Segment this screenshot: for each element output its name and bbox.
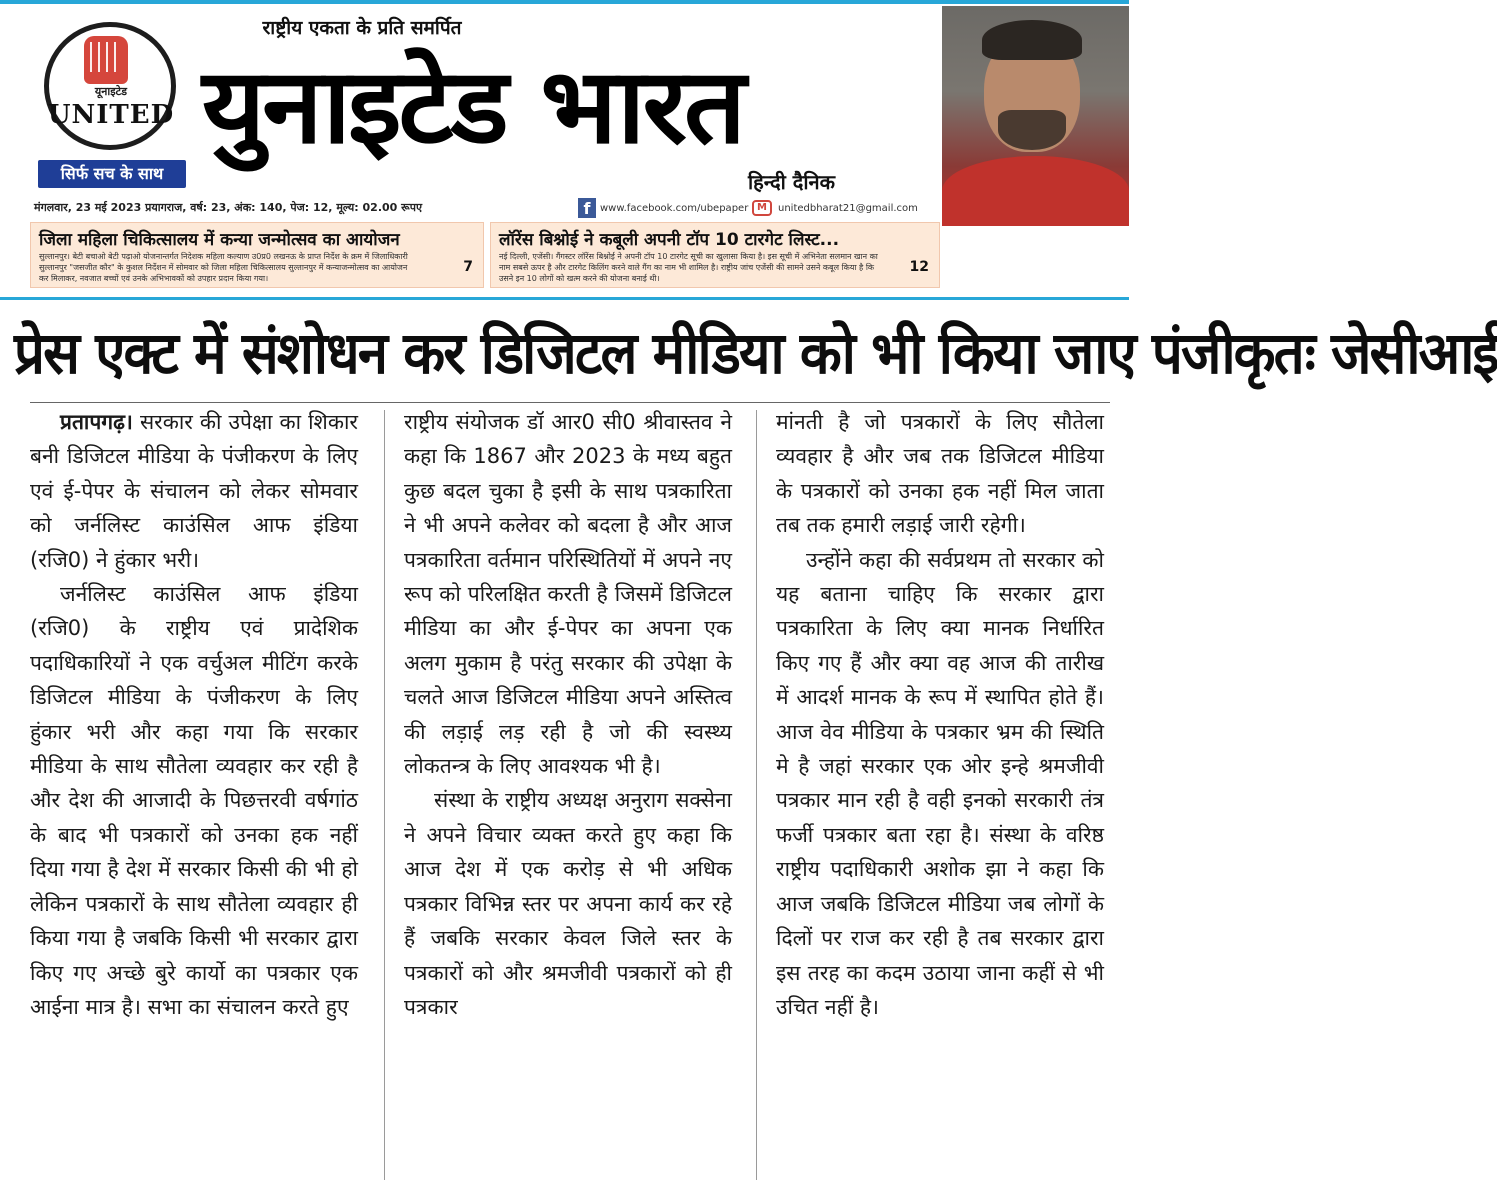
facebook-link[interactable]: www.facebook.com/ubepaper: [600, 203, 749, 214]
teaser-headline: लॉरेंस बिश्नोई ने कबूली अपनी टॉप 10 टारगेट लिस्ट...: [499, 230, 840, 250]
newspaper-title: युनाइटेड भारत: [202, 45, 743, 167]
paragraph-text: सरकार की उपेक्षा का शिकार बनी डिजिटल मीडिया के पंजीकरण के लिए एवं ई-पेपर के संचालन को लेकर सोमवार को जर्नलिस्ट काउंसिल आफ इंडिया (रजि0) ने हुंकार भरी।: [30, 410, 358, 572]
article-paragraph: [30, 405, 358, 577]
slogan-badge: सिर्फ सच के साथ: [38, 160, 186, 188]
article-paragraph: राष्ट्रीय संयोजक डॉ आर0 सी0 श्रीवास्तव ने कहा कि 1867 और 2023 के मध्य बहुत कुछ बदल चुका है इसी के साथ पत्रकारिता ने भी अपने कलेवर को बदला है और आज पत्रकारिता वर्तमान परिस्थितियों में अपने नए रूप को परिलक्षित करती है जिसमें डिजिटल मीडिया का और ई-पेपर का अपना एक अलग मुकाम है परंतु सरकार की उपेक्षा के चलते आज डिजिटल मीडिया अपने अस्तित्व की लड़ाई लड़ रही है जो की स्वस्थ्य लोकतन्त्र के लिए आवश्यक भी है।: [404, 410, 732, 779]
facebook-icon: f: [578, 198, 596, 218]
tagline: राष्ट्रीय एकता के प्रति समर्पित: [262, 17, 462, 39]
article-paragraph: उन्होंने कहा की सर्वप्रथम तो सरकार को यह बताना चाहिए कि सरकार द्वारा पत्रकारिता के लिए क्या मानक निर्धारित किए गए हैं और क्या वह आज की तारीख में आदर्श मानक के रूप में स्थापित होते हैं। आज वेव मीडिया के पत्रकार भ्रम की स्थिति मे है जहां सरकार एक ओर इन्हे श्रमजीवी पत्रकार मान रही है वही इनको सरकारी तंत्र फर्जी पत्रकार बता रहा है। संस्था के वरिष्ठ राष्ट्रीय पदाधिकारी अशोक झा ने कहा कि आज जबकि डिजिटल मीडिया जब लोगों के दिलों पर राज कर रही है तब सरकार द्वारा इस तरह का कदम उठाया जाना कहीं से भी उचित नहीं है।: [776, 547, 1104, 1019]
teaser-page-number: 7: [463, 259, 473, 275]
section-divider: [0, 297, 1129, 300]
teaser-headline: जिला महिला चिकित्सालय में कन्या जन्मोत्सव का आयोजन: [39, 230, 400, 250]
teaser-box[interactable]: [30, 222, 484, 288]
article-dateline: प्रतापगढ़।: [60, 410, 133, 434]
article-headline: प्रेस एक्ट में संशोधन कर डिजिटल मीडिया को भी किया जाए पंजीकृतः जेसीआई: [14, 319, 1497, 387]
teaser-box[interactable]: [490, 222, 940, 288]
headline-rule: [30, 402, 1110, 403]
email-link[interactable]: unitedbharat21@gmail.com: [778, 203, 918, 214]
photo-hair: [982, 20, 1082, 60]
newspaper-subtitle: हिन्दी दैनिक: [748, 170, 836, 194]
masthead-photo: [942, 6, 1129, 220]
teaser-body: सुल्तानपुर। बेटी बचाओ बेटी पढ़ाओ योजनान्तर्गत निदेशक महिला कल्याण उ0प्र0 लखनऊ के प्राप्त निर्देश के क्रम में जिलाधिकारी सुल्तानपुर "जसजीत कौर" के कुशल निर्देशन में सोमवार को जिला महिला चिकित्सालय सुल्तानपुर में कन्याजन्मोत्सव का आयोजन कर मिलाकर, नवजात बच्चों एवं उनके अभिभावकों को उपहार प्रदान किया गया।: [39, 252, 408, 283]
issue-dateline: मंगलवार, 23 मई 2023 प्रयागराज, वर्ष: 23, अंक: 140, पेज: 12, मूल्य: 02.00 रूपए: [34, 201, 423, 214]
article-column-1: [30, 405, 358, 1185]
article-paragraph: जर्नलिस्ट काउंसिल आफ इंडिया (रजि0) के राष्ट्रीय एवं प्रादेशिक पदाधिकारियों ने एक वर्चुअल मीटिंग करके डिजिटल मीडिया के पंजीकरण के लिए हुंकार भरी और कहा गया कि सरकार मीडिया के साथ सौतेला व्यवहार कर रही है और देश की आजादी के पिछत्तरवी वर्षगांठ के बाद भी पत्रकारों को उनका हक नहीं दिया गया है देश में सरकार किसी की भी हो लेकिन पत्रकारों के साथ सौतेला व्यवहार ही किया गया है जबकि किसी भी सरकार द्वारा किए गए अच्छे बुरे कार्यो का पत्रकार एक आईना मात्र है। सभा का संचालन करते हुए: [30, 582, 358, 1019]
teaser-body: नई दिल्ली, एजेंसी। गैंगस्टर लॉरेंस बिश्नोई ने अपनी टॉप 10 टारगेट सूची का खुलासा किया है। इस सूची में अभिनेता सलमान खान का नाम सबसे ऊपर है और टारगेट किलिंग करने वाले गैंग का नाम भी शामिल है। राष्ट्रीय जांच एजेंसी की सामने उसने कबूल किया है कि उसने इन 10 लोगों को खत्म करने की योजना बनाई थी।: [499, 252, 878, 283]
email-icon: M: [752, 200, 772, 216]
article-column-2: [404, 405, 732, 1185]
raised-hand-icon: [84, 36, 128, 84]
top-accent-line: [0, 0, 1129, 4]
united-logo: [40, 22, 182, 152]
logo-word: UNITED: [47, 100, 175, 130]
social-links: [578, 198, 938, 220]
article-column-3: [776, 405, 1104, 1185]
article-paragraph: मांनती है जो पत्रकारों के लिए सौतेला व्यवहार है और जब तक डिजिटल मीडिया के पत्रकारों को उनका हक नहीं मिल जाता तब तक हमारी लड़ाई जारी रहेगी।: [776, 410, 1104, 538]
logo-small-text: यूनाइटेड: [94, 85, 128, 98]
teaser-page-number: 12: [909, 259, 929, 275]
photo-shirt: [942, 156, 1129, 226]
column-separator: [756, 410, 757, 1180]
article-paragraph: संस्था के राष्ट्रीय अध्यक्ष अनुराग सक्सेना ने अपने विचार व्यक्त करते हुए कहा कि आज देश में एक करोड़ से भी अधिक पत्रकार विभिन्न स्तर पर अपना कार्य कर रहे हैं जबकि सरकार केवल जिले स्तर के पत्रकारों को और श्रमजीवी पत्रकारों को ही पत्रकार: [404, 788, 732, 1019]
column-separator: [384, 410, 385, 1180]
photo-beard: [998, 110, 1066, 150]
